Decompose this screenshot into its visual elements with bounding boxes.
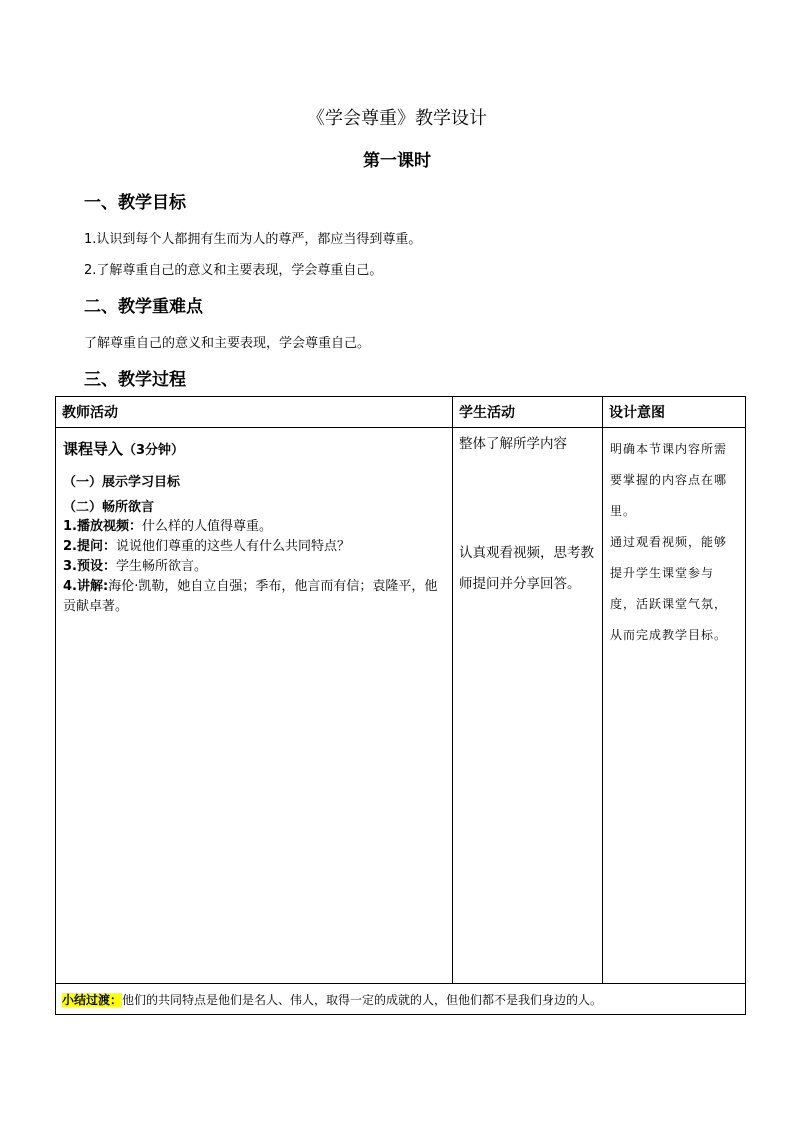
table-row bbox=[56, 428, 746, 984]
step-3 bbox=[63, 557, 446, 577]
teacher-activity-cell bbox=[56, 428, 453, 984]
summary-text: 他们的共同特点是他们是名人、伟人，取得一定的成就的人，但他们都不是我们身边的人。 bbox=[122, 992, 603, 1007]
step-4 bbox=[63, 577, 446, 617]
design-intent-cell bbox=[603, 428, 746, 984]
subheading-discussion: （二）畅所欲言 bbox=[63, 500, 155, 515]
step-1-label: 1.播放视频： bbox=[63, 519, 142, 534]
section-heading-goals: 一、教学目标 bbox=[84, 193, 186, 213]
intro-label: 课程导入 bbox=[63, 440, 124, 458]
step-1-text: 什么样的人值得尊重。 bbox=[141, 519, 272, 534]
step-4-text: 海伦·凯勒，她自立自强；季布，他言而有信；袁隆平，他贡献卓著。 bbox=[63, 579, 438, 614]
design-intent-2: 通过观看视频，能够提升学生课堂参与度，活跃课堂气氛，从而完成教学目标。 bbox=[610, 535, 728, 642]
header-teacher-activity: 教师活动 bbox=[56, 397, 453, 428]
step-3-label: 3.预设： bbox=[63, 559, 116, 574]
intro-heading bbox=[63, 438, 446, 459]
summary-label: 小结过渡： bbox=[62, 992, 123, 1007]
step-3-text: 学生畅所欲言。 bbox=[115, 559, 207, 574]
goal-item-1: 1.认识到每个人都拥有生而为人的尊严，都应当得到尊重。 bbox=[84, 232, 422, 247]
student-activity-1: 整体了解所学内容 bbox=[459, 436, 567, 452]
header-student-activity: 学生活动 bbox=[453, 397, 603, 428]
summary-transition-cell bbox=[56, 984, 746, 1015]
table-footer-row bbox=[56, 984, 746, 1015]
intro-duration: （3分钟） bbox=[123, 443, 185, 458]
step-2 bbox=[63, 537, 446, 557]
design-intent-1: 明确本节课内容所需要掌握的内容点在哪里。 bbox=[610, 442, 728, 518]
subheading-show-goals: （一）展示学习目标 bbox=[63, 475, 181, 490]
table-header-row bbox=[56, 397, 746, 428]
header-design-intent: 设计意图 bbox=[603, 397, 746, 428]
student-activity-cell bbox=[453, 428, 603, 984]
section-heading-process: 三、教学过程 bbox=[84, 370, 186, 390]
key-points-text: 了解尊重自己的意义和主要表现，学会尊重自己。 bbox=[84, 336, 371, 351]
goal-item-2: 2.了解尊重自己的意义和主要表现，学会尊重自己。 bbox=[84, 263, 383, 278]
document-subtitle: 第一课时 bbox=[363, 151, 431, 171]
step-2-text: 说说他们尊重的这些人有什么共同特点？ bbox=[115, 539, 350, 554]
step-1 bbox=[63, 517, 446, 537]
step-4-label: 4.讲解: bbox=[63, 579, 109, 594]
document-title: 《学会尊重》教学设计 bbox=[307, 108, 487, 129]
process-table bbox=[55, 396, 746, 1015]
student-activity-2: 认真观看视频，思考教师提问并分享回答。 bbox=[459, 545, 594, 592]
step-2-label: 2.提问： bbox=[63, 539, 116, 554]
section-heading-key-points: 二、教学重难点 bbox=[84, 297, 203, 317]
